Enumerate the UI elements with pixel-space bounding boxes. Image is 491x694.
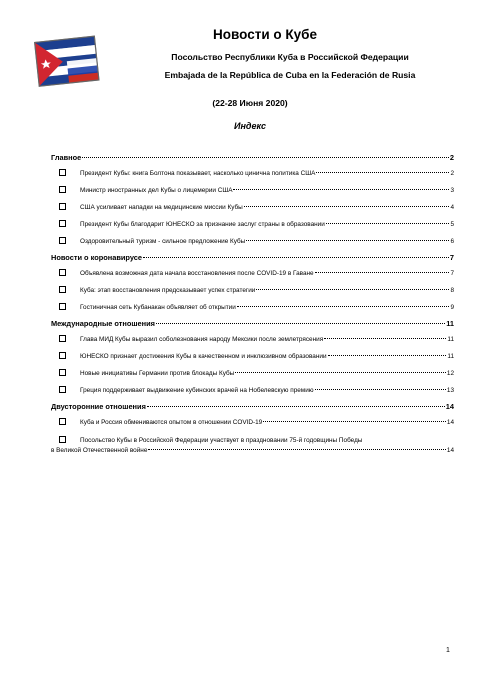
toc-page-number: 14 (446, 419, 454, 426)
toc-page-number: 11 (446, 319, 454, 328)
toc-entry-label: Глава МИД Кубы выразил соболезнования народу Мексики после землетрясения (80, 336, 324, 343)
toc-entry-label-line2: в Великой Отечественной войне (51, 447, 148, 454)
toc-page-number: 3 (450, 187, 454, 194)
toc-page-number: 14 (446, 447, 454, 454)
toc-entry-multiline[interactable] (51, 431, 454, 456)
toc-page-number: 6 (450, 238, 454, 245)
toc-page-number: 4 (450, 204, 454, 211)
toc-leader (324, 338, 446, 339)
toc-leader (143, 257, 449, 258)
toc-entry[interactable] (51, 282, 454, 299)
toc-entry[interactable] (51, 216, 454, 233)
toc-entry-label: Президент Кубы благодарит ЮНЕСКО за признание заслуг страны в образовании (80, 221, 325, 228)
page-title: Новости о Кубе (213, 27, 317, 42)
box-bullet-icon (59, 369, 66, 376)
toc-leader (316, 172, 449, 173)
toc-entry[interactable] (51, 165, 454, 182)
toc-leader (156, 323, 445, 324)
box-bullet-icon (59, 203, 66, 210)
toc-section-bilateral[interactable] (51, 399, 454, 414)
box-bullet-icon (59, 220, 66, 227)
toc-entry-label: Куба: этап восстановления предсказывает успех стратегии (80, 287, 256, 294)
toc-page-number: 12 (446, 370, 454, 377)
toc-page-number: 14 (445, 402, 454, 411)
toc-section-international[interactable] (51, 316, 454, 331)
index-title: Индекс (233, 121, 267, 131)
toc-entry[interactable] (51, 265, 454, 282)
toc-entry[interactable] (51, 233, 454, 250)
toc-entry-label: Оздоровительный туризм - сильное предложение Кубы (80, 238, 246, 245)
toc-section-title: Двусторонние отношения (51, 402, 146, 411)
embassy-name-es: Embajada de la República de Cuba en la Federación de Rusia (164, 70, 416, 80)
box-bullet-icon (59, 286, 66, 293)
box-bullet-icon (59, 303, 66, 310)
toc-page-number: 11 (447, 353, 454, 360)
toc-section-title: Главное (51, 153, 82, 162)
toc-section-main[interactable] (51, 150, 454, 165)
toc-entry[interactable] (51, 348, 454, 365)
toc-section-title: Новости о коронавирусе (51, 253, 142, 262)
toc-entry[interactable] (51, 299, 454, 316)
toc-page-number: 2 (450, 170, 454, 177)
toc-entry-label: Президент Кубы: книга Болтона показывает, насколько цинична политика США (80, 170, 316, 177)
box-bullet-icon (59, 418, 66, 425)
toc-entry-label: Министр иностранных дел Кубы о лицемерии США (80, 187, 233, 194)
toc-page-number: 7 (450, 270, 454, 277)
box-bullet-icon (59, 269, 66, 276)
toc-leader (244, 206, 450, 207)
toc-leader (246, 240, 449, 241)
box-bullet-icon (59, 335, 66, 342)
toc-entry[interactable] (51, 199, 454, 216)
table-of-contents (51, 150, 454, 456)
toc-entry-label: США усиливает нападки на медицинские миссии Кубы (80, 204, 243, 211)
toc-section-title: Международные отношения (51, 319, 155, 328)
box-bullet-icon (59, 386, 66, 393)
box-bullet-icon (59, 237, 66, 244)
toc-leader (315, 272, 450, 273)
toc-entry-label: Греция поддерживает выдвижение кубинских врачей на Нобелевскую премию (80, 387, 314, 394)
toc-leader (315, 389, 446, 390)
box-bullet-icon (59, 169, 66, 176)
toc-entry-label: ЮНЕСКО признает достижения Кубы в качественном и инклюзивном образовании (80, 353, 327, 360)
toc-leader (328, 355, 447, 356)
toc-page-number: 13 (446, 387, 454, 394)
toc-entry[interactable] (51, 382, 454, 399)
toc-entry-label: Объявлена возможная дата начала восстановления после COVID-19 в Гаване (80, 270, 314, 277)
toc-page-number: 9 (450, 304, 454, 311)
box-bullet-icon (59, 352, 66, 359)
box-bullet-icon (59, 186, 66, 193)
toc-page-number: 7 (449, 253, 454, 262)
toc-page-number: 8 (450, 287, 454, 294)
toc-entry[interactable] (51, 365, 454, 382)
toc-entry-label: Новые инициативы Германии против блокады Кубы (80, 370, 235, 377)
cuba-russia-flags-logo (33, 33, 105, 93)
toc-leader (233, 189, 449, 190)
toc-page-number: 2 (449, 153, 454, 162)
box-bullet-icon (59, 436, 66, 443)
toc-leader (235, 372, 446, 373)
toc-leader (148, 449, 446, 450)
toc-entry-label: Куба и Россия обмениваются опытом в отношении COVID-19 (80, 419, 263, 426)
toc-page-number: 5 (450, 221, 454, 228)
date-range: (22-28 Июня 2020) (212, 98, 288, 108)
page-number: 1 (446, 647, 450, 654)
toc-leader (237, 306, 450, 307)
toc-entry-label: Гостиничная сеть Кубанакан объявляет об открытии (80, 304, 236, 311)
toc-entry[interactable] (51, 331, 454, 348)
toc-page-number: 11 (447, 336, 454, 343)
embassy-name-ru: Посольство Республики Куба в Российской Федерации (171, 52, 409, 62)
toc-entry[interactable] (51, 414, 454, 431)
toc-leader (147, 406, 445, 407)
toc-entry-label-line1: Посольство Кубы в Российской Федерации участвует в праздновании 75-й годовщины Победы (80, 437, 363, 444)
toc-leader (256, 289, 449, 290)
toc-section-coronavirus[interactable] (51, 250, 454, 265)
toc-leader (82, 157, 449, 158)
toc-leader (263, 421, 446, 422)
toc-entry[interactable] (51, 182, 454, 199)
toc-leader (326, 223, 450, 224)
